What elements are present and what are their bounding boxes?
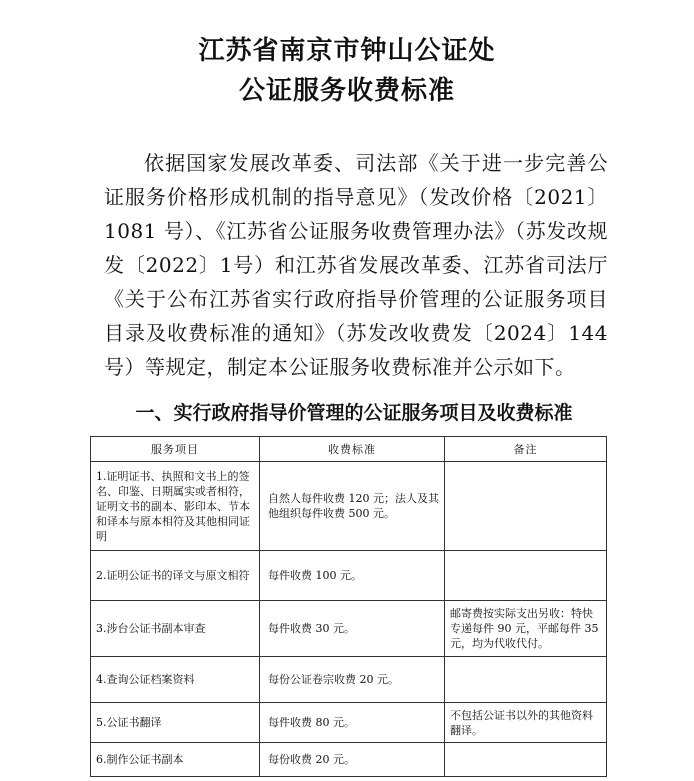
remark-cell	[445, 462, 607, 551]
table-row	[91, 657, 607, 703]
service-item-cell: 5.公证书翻译	[91, 703, 260, 743]
table-row	[91, 703, 607, 743]
service-item-cell: 4.查询公证档案资料	[91, 657, 260, 703]
service-item-cell: 2.证明公证书的译文与原文相符	[91, 551, 260, 601]
fee-table	[90, 436, 607, 777]
remark-cell	[445, 743, 607, 777]
document-title-line1: 江苏省南京市钟山公证处	[198, 36, 496, 66]
remark-cell: 邮寄费按实际支出另收：特快专递每件 90 元，平邮每件 35 元，均为代收代付。	[445, 601, 607, 657]
fee-cell: 每件收费 80 元。	[260, 703, 445, 743]
fee-cell: 自然人每件收费 120 元；法人及其他组织每件收费 500 元。	[260, 462, 445, 551]
table-row	[91, 462, 607, 551]
remark-cell	[445, 657, 607, 703]
fee-cell: 每件收费 30 元。	[260, 601, 445, 657]
intro-paragraph: 依据国家发展改革委、司法部《关于进一步完善公证服务价格形成机制的指导意见》（发改价格〔2021〕1081 号）、《江苏省公证服务收费管理办法》（苏发改规发〔2022〕1号）和江苏省发展改革委、江苏省司法厅《关于公布江苏省实行政府指导价管理的公证服务项目目录及收费标准的通知》（苏发改收费发〔2024〕144 号）等规定，制定本公证服务收费标准并公示如下。	[104, 151, 608, 379]
remark-cell	[445, 551, 607, 601]
service-item-cell: 1.证明证书、执照和文书上的签名、印鉴、日期属实或者相符，证明文书的副本、影印本、节本和译本与原本相符及其他相同证明	[91, 462, 260, 551]
column-header-fee-standard: 收费标准	[260, 437, 445, 462]
column-header-remarks: 备注	[445, 437, 607, 462]
table-header-row	[91, 437, 607, 462]
fee-cell: 每件收费 100 元。	[260, 551, 445, 601]
table-row	[91, 551, 607, 601]
fee-cell: 每份收费 20 元。	[260, 743, 445, 777]
table-row	[91, 743, 607, 777]
column-header-service-item: 服务项目	[91, 437, 260, 462]
intro-paragraph-block	[104, 146, 608, 384]
remark-cell: 不包括公证书以外的其他资料翻译。	[445, 703, 607, 743]
fee-cell: 每份公证卷宗收费 20 元。	[260, 657, 445, 703]
service-item-cell: 3.涉台公证书副本审查	[91, 601, 260, 657]
document-title-line2: 公证服务收费标准	[238, 76, 455, 106]
service-item-cell: 6.制作公证书副本	[91, 743, 260, 777]
section-heading: 一、实行政府指导价管理的公证服务项目及收费标准	[135, 402, 573, 424]
table-row	[91, 601, 607, 657]
